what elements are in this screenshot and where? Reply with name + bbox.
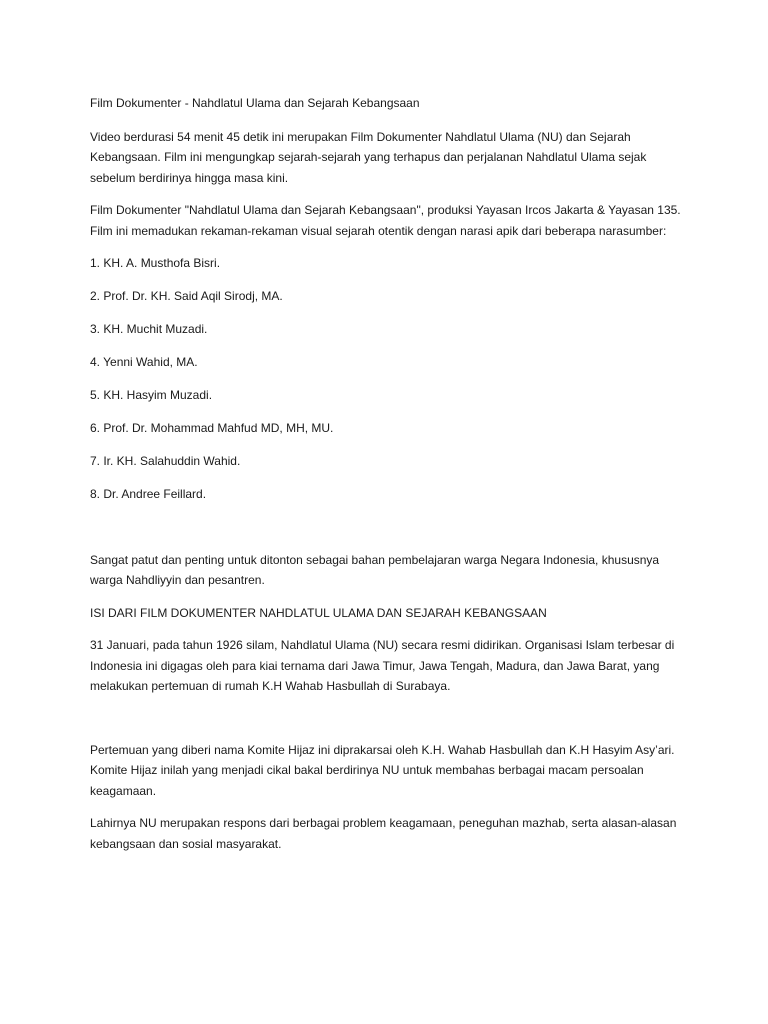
document-title: Film Dokumenter - Nahdlatul Ulama dan Sejarah Kebangsaan	[90, 96, 420, 110]
history-paragraph-2: Pertemuan yang diberi nama Komite Hijaz ini diprakarsai oleh K.H. Wahab Hasbullah dan K.H Hasyim Asy’ari. Komite Hijaz inilah yang menjadi cikal bakal berdirinya NU untuk membahas berbagai macam persoalan keagamaan.	[90, 742, 675, 798]
document-body	[90, 93, 690, 854]
speaker-list-item: 6. Prof. Dr. Mohammad Mahfud MD, MH, MU.	[90, 421, 334, 435]
speaker-list-item: 2. Prof. Dr. KH. Said Aqil Sirodj, MA.	[90, 289, 283, 303]
speaker-list-item: 4. Yenni Wahid, MA.	[90, 355, 198, 369]
intro-paragraph-1: Video berdurasi 54 menit 45 detik ini merupakan Film Dokumenter Nahdlatul Ulama (NU) dan Sejarah Kebangsaan. Film ini mengungkap sejarah-sejarah yang terhapus dan perjalanan Nahdlatul Ulama sejak sebelum berdirinya hingga masa kini.	[90, 129, 647, 185]
intro-paragraph-2: Film Dokumenter "Nahdlatul Ulama dan Sejarah Kebangsaan", produksi Yayasan Ircos Jakarta & Yayasan 135. Film ini memadukan rekaman-rekaman visual sejarah otentik dengan narasi apik dari beberapa narasumber:	[90, 203, 681, 238]
closing-paragraph: Sangat patut dan penting untuk ditonton sebagai bahan pembelajaran warga Negara Indonesia, khususnya warga Nahdliyyin dan pesantren.	[90, 552, 660, 587]
speaker-list-item: 3. KH. Muchit Muzadi.	[90, 322, 208, 336]
section-heading: ISI DARI FILM DOKUMENTER NAHDLATUL ULAMA DAN SEJARAH KEBANGSAAN	[90, 605, 547, 620]
history-paragraph-3: Lahirnya NU merupakan respons dari berbagai problem keagamaan, peneguhan mazhab, serta alasan-alasan kebangsaan dan sosial masyarakat.	[90, 816, 677, 851]
speaker-list-item: 1. KH. A. Musthofa Bisri.	[90, 256, 221, 270]
history-paragraph-1: 31 Januari, pada tahun 1926 silam, Nahdlatul Ulama (NU) secara resmi didirikan. Organisasi Islam terbesar di Indonesia ini digagas oleh para kiai ternama dari Jawa Timur, Jawa Tengah, Madura, dan Jawa Barat, yang melakukan pertemuan di rumah K.H Wahab Hasbullah di Surabaya.	[90, 638, 675, 693]
speaker-list-item: 5. KH. Hasyim Muzadi.	[90, 388, 213, 402]
speaker-list-item: 7. Ir. KH. Salahuddin Wahid.	[90, 454, 241, 468]
speaker-list-item: 8. Dr. Andree Feillard.	[90, 487, 207, 501]
